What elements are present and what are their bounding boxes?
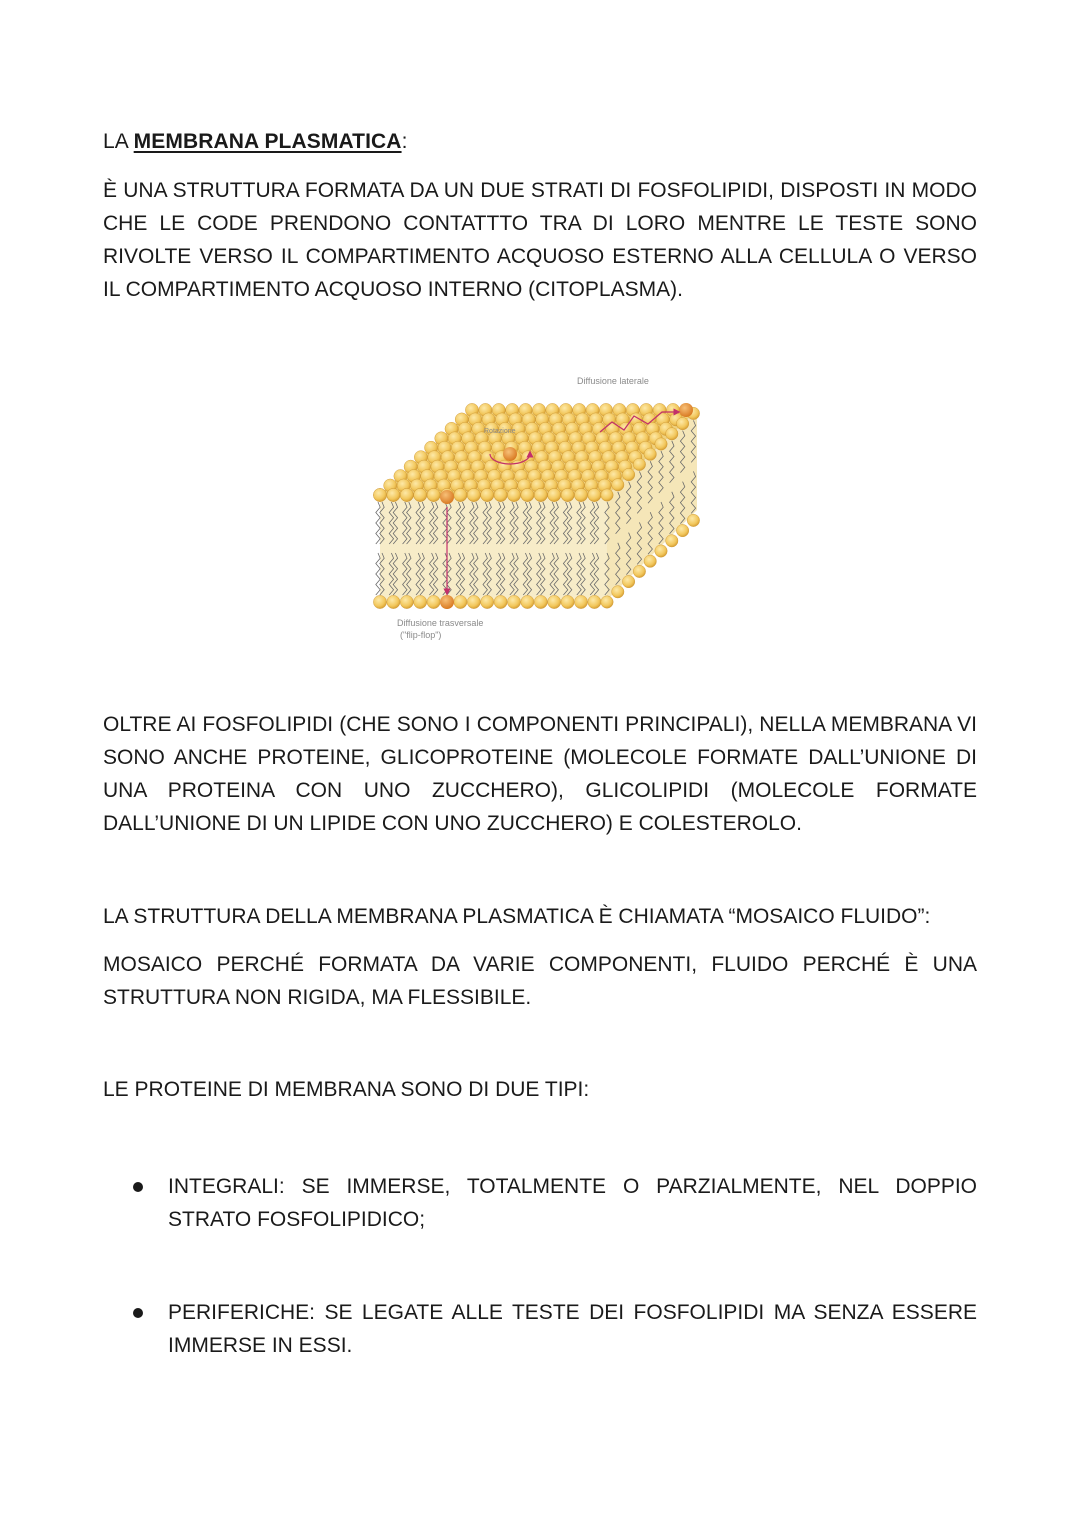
flipflop-lipid-bottom bbox=[440, 595, 454, 609]
membrane-front-surface bbox=[380, 495, 607, 600]
integral-text: INTEGRALI: SE IMMERSE, TOTALMENTE O PARZIALMENTE, NEL DOPPIO STRATO FOSFOLIPIDICO; bbox=[168, 1175, 977, 1231]
mosaic-paragraph: MOSAICO PERCHÉ FORMATA DA VARIE COMPONENTI, FLUIDO PERCHÉ È UNA STRUTTURA NON RIGIDA, MA FLESSIBILE. bbox=[103, 953, 977, 1009]
lipid-head bbox=[601, 596, 613, 608]
lipid-head bbox=[521, 488, 534, 501]
lipid-head bbox=[427, 488, 440, 501]
lipid-head bbox=[507, 595, 520, 608]
lipid-head bbox=[534, 595, 547, 608]
lipid-head bbox=[481, 488, 494, 501]
title-suffix: : bbox=[401, 130, 408, 153]
lipid-head bbox=[427, 595, 440, 608]
peripheral-text: PERIFERICHE: SE LEGATE ALLE TESTE DEI FOSFOLIPIDI MA SENZA ESSERE IMMERSE IN ESSI. bbox=[168, 1301, 977, 1357]
lipid-head bbox=[494, 595, 507, 608]
lipid-head bbox=[507, 488, 520, 501]
lipid-head bbox=[633, 565, 645, 577]
lipid-head bbox=[561, 488, 574, 501]
lipid-head bbox=[612, 586, 624, 598]
lipid-head bbox=[548, 488, 561, 501]
bullet-icon bbox=[133, 1182, 143, 1192]
lipid-head bbox=[521, 595, 534, 608]
mosaic-heading: LA STRUTTURA DELLA MEMBRANA PLASMATICA È CHIAMATA “MOSAICO FLUIDO”: bbox=[103, 905, 931, 928]
lipid-head bbox=[494, 488, 507, 501]
flipflop-lipid-top bbox=[440, 490, 454, 504]
lipid-head bbox=[387, 488, 400, 501]
lipid-head bbox=[373, 488, 386, 501]
lipid-head bbox=[655, 438, 667, 450]
list-item-peripheral bbox=[103, 1296, 977, 1362]
lipid-head bbox=[612, 479, 624, 491]
lipid-head bbox=[676, 417, 688, 429]
lipid-head bbox=[414, 488, 427, 501]
lipid-head bbox=[574, 595, 587, 608]
lateral-lipid bbox=[679, 403, 693, 417]
lipid-head bbox=[601, 489, 613, 501]
lipid-head bbox=[687, 514, 699, 526]
label-rotation: Rotazione bbox=[484, 428, 516, 435]
lipid-head bbox=[644, 448, 656, 460]
lipid-head bbox=[588, 488, 601, 501]
protein-types-list-1 bbox=[103, 1170, 977, 1236]
lipid-head bbox=[548, 595, 561, 608]
lipid-head bbox=[387, 595, 400, 608]
lipid-head bbox=[400, 488, 413, 501]
intro-paragraph: È UNA STRUTTURA FORMATA DA UN DUE STRATI DI FOSFOLIPIDI, DISPOSTI IN MODO CHE LE CODE PRENDONO CONTATTTO TRA DI LORO MENTRE LE TESTE SONO RIVOLTE VERSO IL COMPARTIMENTO ACQUOSO ESTERNO ALLA CELLULA O VERSO IL COMPARTIMENTO ACQUOSO INTERNO (CITOPLASMA). bbox=[103, 179, 977, 301]
lipid-head bbox=[666, 428, 678, 440]
label-flip-flop: ("flip-flop") bbox=[400, 630, 442, 640]
lipid-head bbox=[534, 488, 547, 501]
lipid-head bbox=[666, 535, 678, 547]
label-transverse-diffusion: Diffusione trasversale bbox=[397, 618, 484, 628]
lipid-head bbox=[467, 488, 480, 501]
page-title bbox=[103, 130, 408, 154]
lipid-head bbox=[676, 524, 688, 536]
lipid-head bbox=[622, 468, 634, 480]
lipid-head bbox=[414, 595, 427, 608]
lipid-head bbox=[655, 545, 667, 557]
list-item-integral bbox=[103, 1170, 977, 1236]
lipid-head bbox=[481, 595, 494, 608]
membrane-illustration bbox=[372, 370, 712, 655]
lipid-head bbox=[561, 595, 574, 608]
title-main: MEMBRANA PLASMATICA bbox=[133, 130, 402, 153]
lipid-head bbox=[400, 595, 413, 608]
lipid-head bbox=[467, 595, 480, 608]
proteins-heading: LE PROTEINE DI MEMBRANA SONO DI DUE TIPI: bbox=[103, 1078, 590, 1101]
lipid-head bbox=[633, 458, 645, 470]
lipid-head bbox=[622, 575, 634, 587]
lipid-head bbox=[373, 595, 386, 608]
lipid-head bbox=[574, 488, 587, 501]
lipid-head bbox=[454, 595, 467, 608]
lipid-head bbox=[644, 555, 656, 567]
bullet-icon bbox=[133, 1308, 143, 1318]
label-lateral-diffusion: Diffusione laterale bbox=[577, 376, 649, 386]
components-paragraph: OLTRE AI FOSFOLIPIDI (CHE SONO I COMPONENTI PRINCIPALI), NELLA MEMBRANA VI SONO ANCHE PROTEINE, GLICOPROTEINE (MOLECOLE FORMATE DALL’UNIONE DI UNA PROTEINA CON UNO ZUCCHERO), GLICOLIPIDI (MOLECOLE FORMATE DALL’UNIONE DI UN LIPIDE CON UNO ZUCCHERO) E COLESTEROLO. bbox=[103, 713, 977, 835]
lipid-head bbox=[454, 488, 467, 501]
title-prefix: LA bbox=[103, 130, 134, 153]
lipid-head bbox=[588, 595, 601, 608]
rotating-lipid bbox=[503, 447, 517, 461]
protein-types-list-2 bbox=[103, 1296, 977, 1362]
